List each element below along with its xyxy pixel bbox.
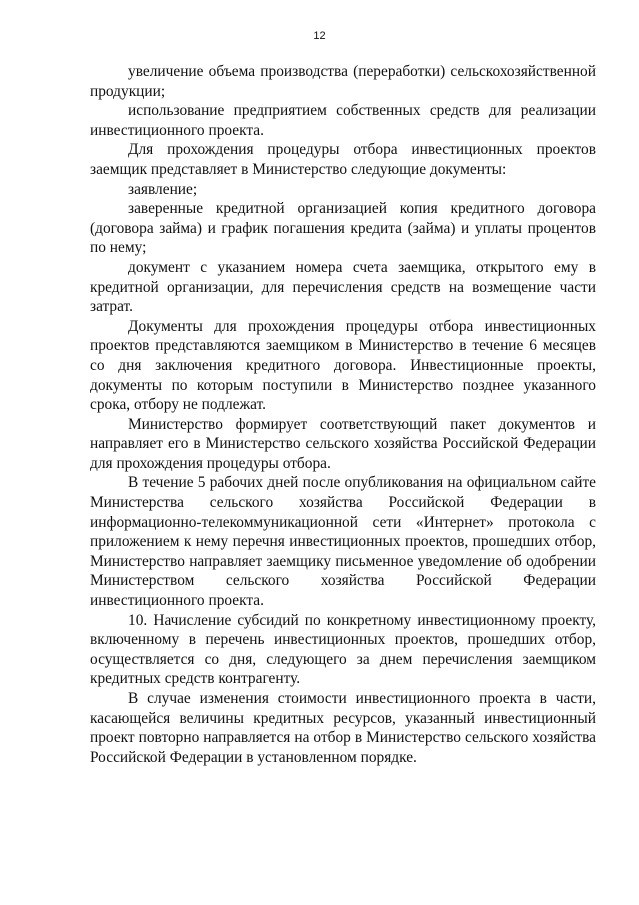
paragraph-ministry-package: Министерство формирует соответствующий пакет документов и направляет его в Министерство сельского хозяйства Российской Федерации для прохождения процедуры отбора.	[90, 415, 596, 472]
paragraph-subsidy-accrual: 10. Начисление субсидий по конкретному инвестиционному проекту, включенному в перечень инвестиционных проектов, прошедших отбор, осуществляется со дня, следующего за днем перечисления заемщиком кредитных средств контрагенту.	[90, 611, 596, 688]
paragraph-notification: В течение 5 рабочих дней после опубликования на официальном сайте Министерства сельского хозяйства Российской Федерации в информационно-телекоммуникационной сети «Интернет» протокола с приложением к нему перечня инвестиционных проектов, прошедших отбор, Министерство направляет заемщику письменное уведомление об одобрении Министерством сельского хозяйства Российской Федерации инвестиционного проекта.	[90, 474, 596, 610]
paragraph-own-funds: использование предприятием собственных средств для реализации инвестиционного проекта.	[90, 102, 596, 139]
paragraph-submission-deadline: Документы для прохождения процедуры отбора инвестиционных проектов представляются заемщиком в Министерство в течение 6 месяцев со дня заключения кредитного договора. Инвестиционные проекты, документы по которым поступили в Министерство позднее указанного срока, отбору не подлежат.	[90, 317, 596, 414]
document-body	[90, 62, 596, 767]
paragraph-documents-intro: Для прохождения процедуры отбора инвестиционных проектов заемщик представляет в Министерство следующие документы:	[90, 141, 596, 178]
page-number: 12	[313, 30, 326, 42]
paragraph-production-increase: увеличение объема производства (переработки) сельскохозяйственной продукции;	[90, 63, 596, 100]
paragraph-application: заявление;	[128, 180, 198, 198]
paragraph-cost-change: В случае изменения стоимости инвестиционного проекта в части, касающейся величины кредитных ресурсов, указанный инвестиционный проект повторно направляется на отбор в Министерство сельского хозяйства Российской Федерации в установленном порядке.	[90, 690, 596, 766]
paragraph-loan-copy: заверенные кредитной организацией копия кредитного договора (договора займа) и график погашения кредита (займа) и уплаты процентов по нему;	[90, 200, 596, 257]
paragraph-account-document: документ с указанием номера счета заемщика, открытого ему в кредитной организации, для перечисления средств на возмещение части затрат.	[90, 258, 596, 316]
